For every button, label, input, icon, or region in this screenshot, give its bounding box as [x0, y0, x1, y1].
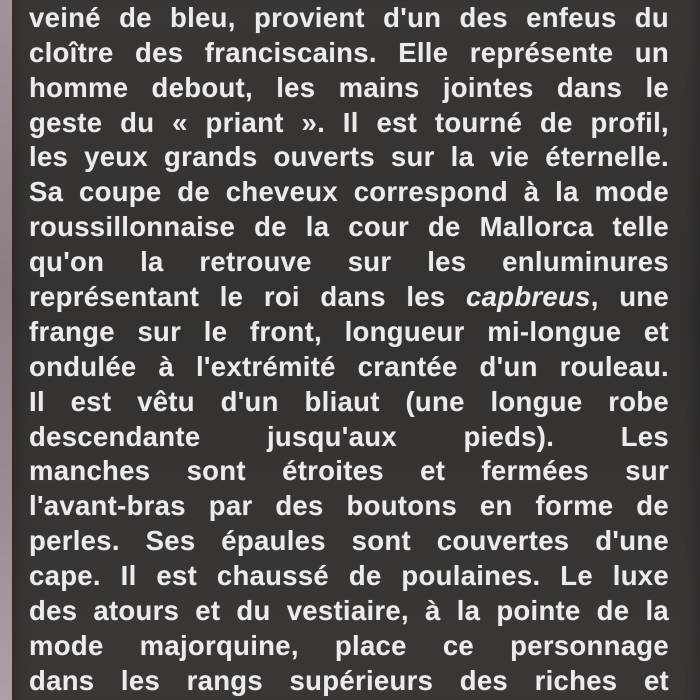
text-line: cape. Il est chaussé de poulaines. Le luxe — [29, 560, 669, 592]
text-line: dans les rangs supérieurs des riches et — [29, 664, 669, 696]
text-line: descendante jusqu'aux pieds). Les — [29, 420, 669, 452]
text-line: des atours et du vestiaire, à la pointe de la — [29, 595, 669, 627]
text-line: perles. Ses épaules sont couvertes d'une — [29, 525, 669, 557]
text-line: les yeux grands ouverts sur la vie éternelle. — [29, 141, 669, 173]
text-line: homme debout, les mains jointes dans le — [29, 71, 669, 103]
text-line: Sa coupe de cheveux correspond à la mode — [29, 176, 669, 208]
text-line: geste du « priant ». Il est tourné de profil, — [29, 106, 669, 138]
text-line: roussillonnaise de la cour de Mallorca telle — [29, 211, 669, 243]
text-line: cloître des franciscains. Elle représente un — [29, 36, 669, 68]
text-line: manches sont étroites et fermées sur — [29, 455, 669, 487]
text-segment: représentant le roi dans les — [29, 281, 467, 313]
information-plaque — [12, 0, 700, 700]
text-line: Il est vêtu d'un bliaut (une longue robe — [29, 385, 669, 417]
text-line: qu'on la retrouve sur les enluminures — [29, 246, 669, 278]
text-line: mode majorquine, place ce personnage — [29, 629, 669, 661]
text-line: frange sur le front, longueur mi-longue et — [29, 315, 669, 347]
text-segment: , une — [590, 281, 669, 313]
text-line: veiné de bleu, provient d'un des enfeus du — [29, 1, 669, 33]
plaque-text — [29, 0, 669, 699]
text-line-with-italic — [29, 280, 669, 315]
text-line: ondulée à l'extrémité crantée d'un rouleau. — [29, 350, 669, 382]
text-line: l'avant-bras par des boutons en forme de — [29, 490, 669, 522]
italic-term: capbreus — [466, 281, 591, 313]
